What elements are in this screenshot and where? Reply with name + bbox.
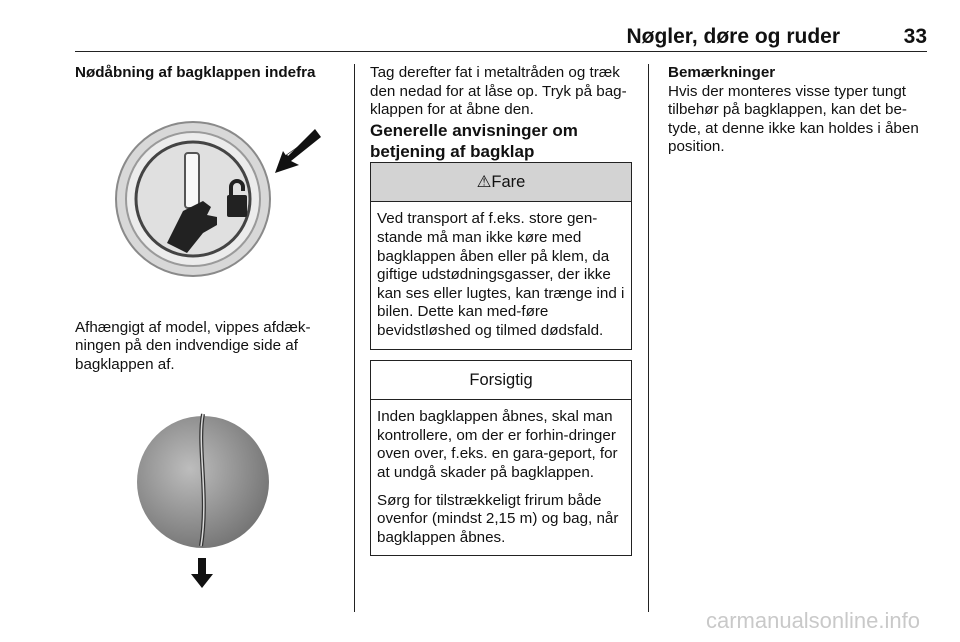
watermark: carmanualsonline.info	[705, 608, 920, 633]
warning-triangle-icon: ⚠	[476, 172, 492, 191]
page-number: 33	[903, 25, 927, 48]
model-note: Afhængigt af model, vippes afdæk-ningen på den indvendige side af bagklappen af.	[75, 318, 311, 373]
column-divider-2	[648, 64, 649, 612]
column-1	[75, 64, 337, 598]
section-heading: Nødåbning af bagklappen indefra	[75, 64, 316, 81]
note-text: Hvis der monteres visse typer tungt tilbehør på bagklappen, kan det be-tyde, at denne ikke kan holdes i åben position.	[668, 82, 919, 156]
subheading: Generelle anvisninger om betjening af bagklap	[370, 120, 578, 161]
note-title: Bemærkninger	[668, 64, 776, 81]
intro-text: Tag derefter fat i metaltråden og træk den nedad for at låse op. Tryk på bag-klappen for at åbne den.	[370, 64, 627, 119]
danger-text: Ved transport af f.eks. store gen-stande må man ikke køre med bagklappen åben eller på klem, da giftige udstødningsgasser, der ikke kan ses eller lugtes, kan trænge ind i bilen. Dette kan med-føre bevidstløshed og tilmed dødsfald.	[377, 210, 625, 339]
header-rule	[75, 51, 927, 52]
caution-text-2: Sørg for tilstrækkeligt frirum både ovenfor (mindst 2,15 m) og bag, når bagklappen åbnes.	[377, 491, 619, 546]
caution-box	[370, 360, 632, 557]
column-divider-1	[354, 64, 355, 612]
caution-title: Forsigtig	[371, 361, 631, 401]
figure-cover-lever	[75, 386, 337, 598]
column-2	[370, 64, 632, 566]
danger-header	[371, 163, 631, 203]
danger-box	[370, 162, 632, 350]
column-3	[668, 64, 930, 157]
caution-text-1: Inden bagklappen åbnes, skal man kontrollere, om der er forhin-dringer oven over, f.eks. en gara-geport, for at undgå skader på bagklappen.	[377, 408, 618, 481]
figure-unlock-button	[75, 93, 337, 305]
header-title: Nøgler, døre og ruder	[626, 25, 840, 48]
danger-title: Fare	[491, 172, 526, 191]
